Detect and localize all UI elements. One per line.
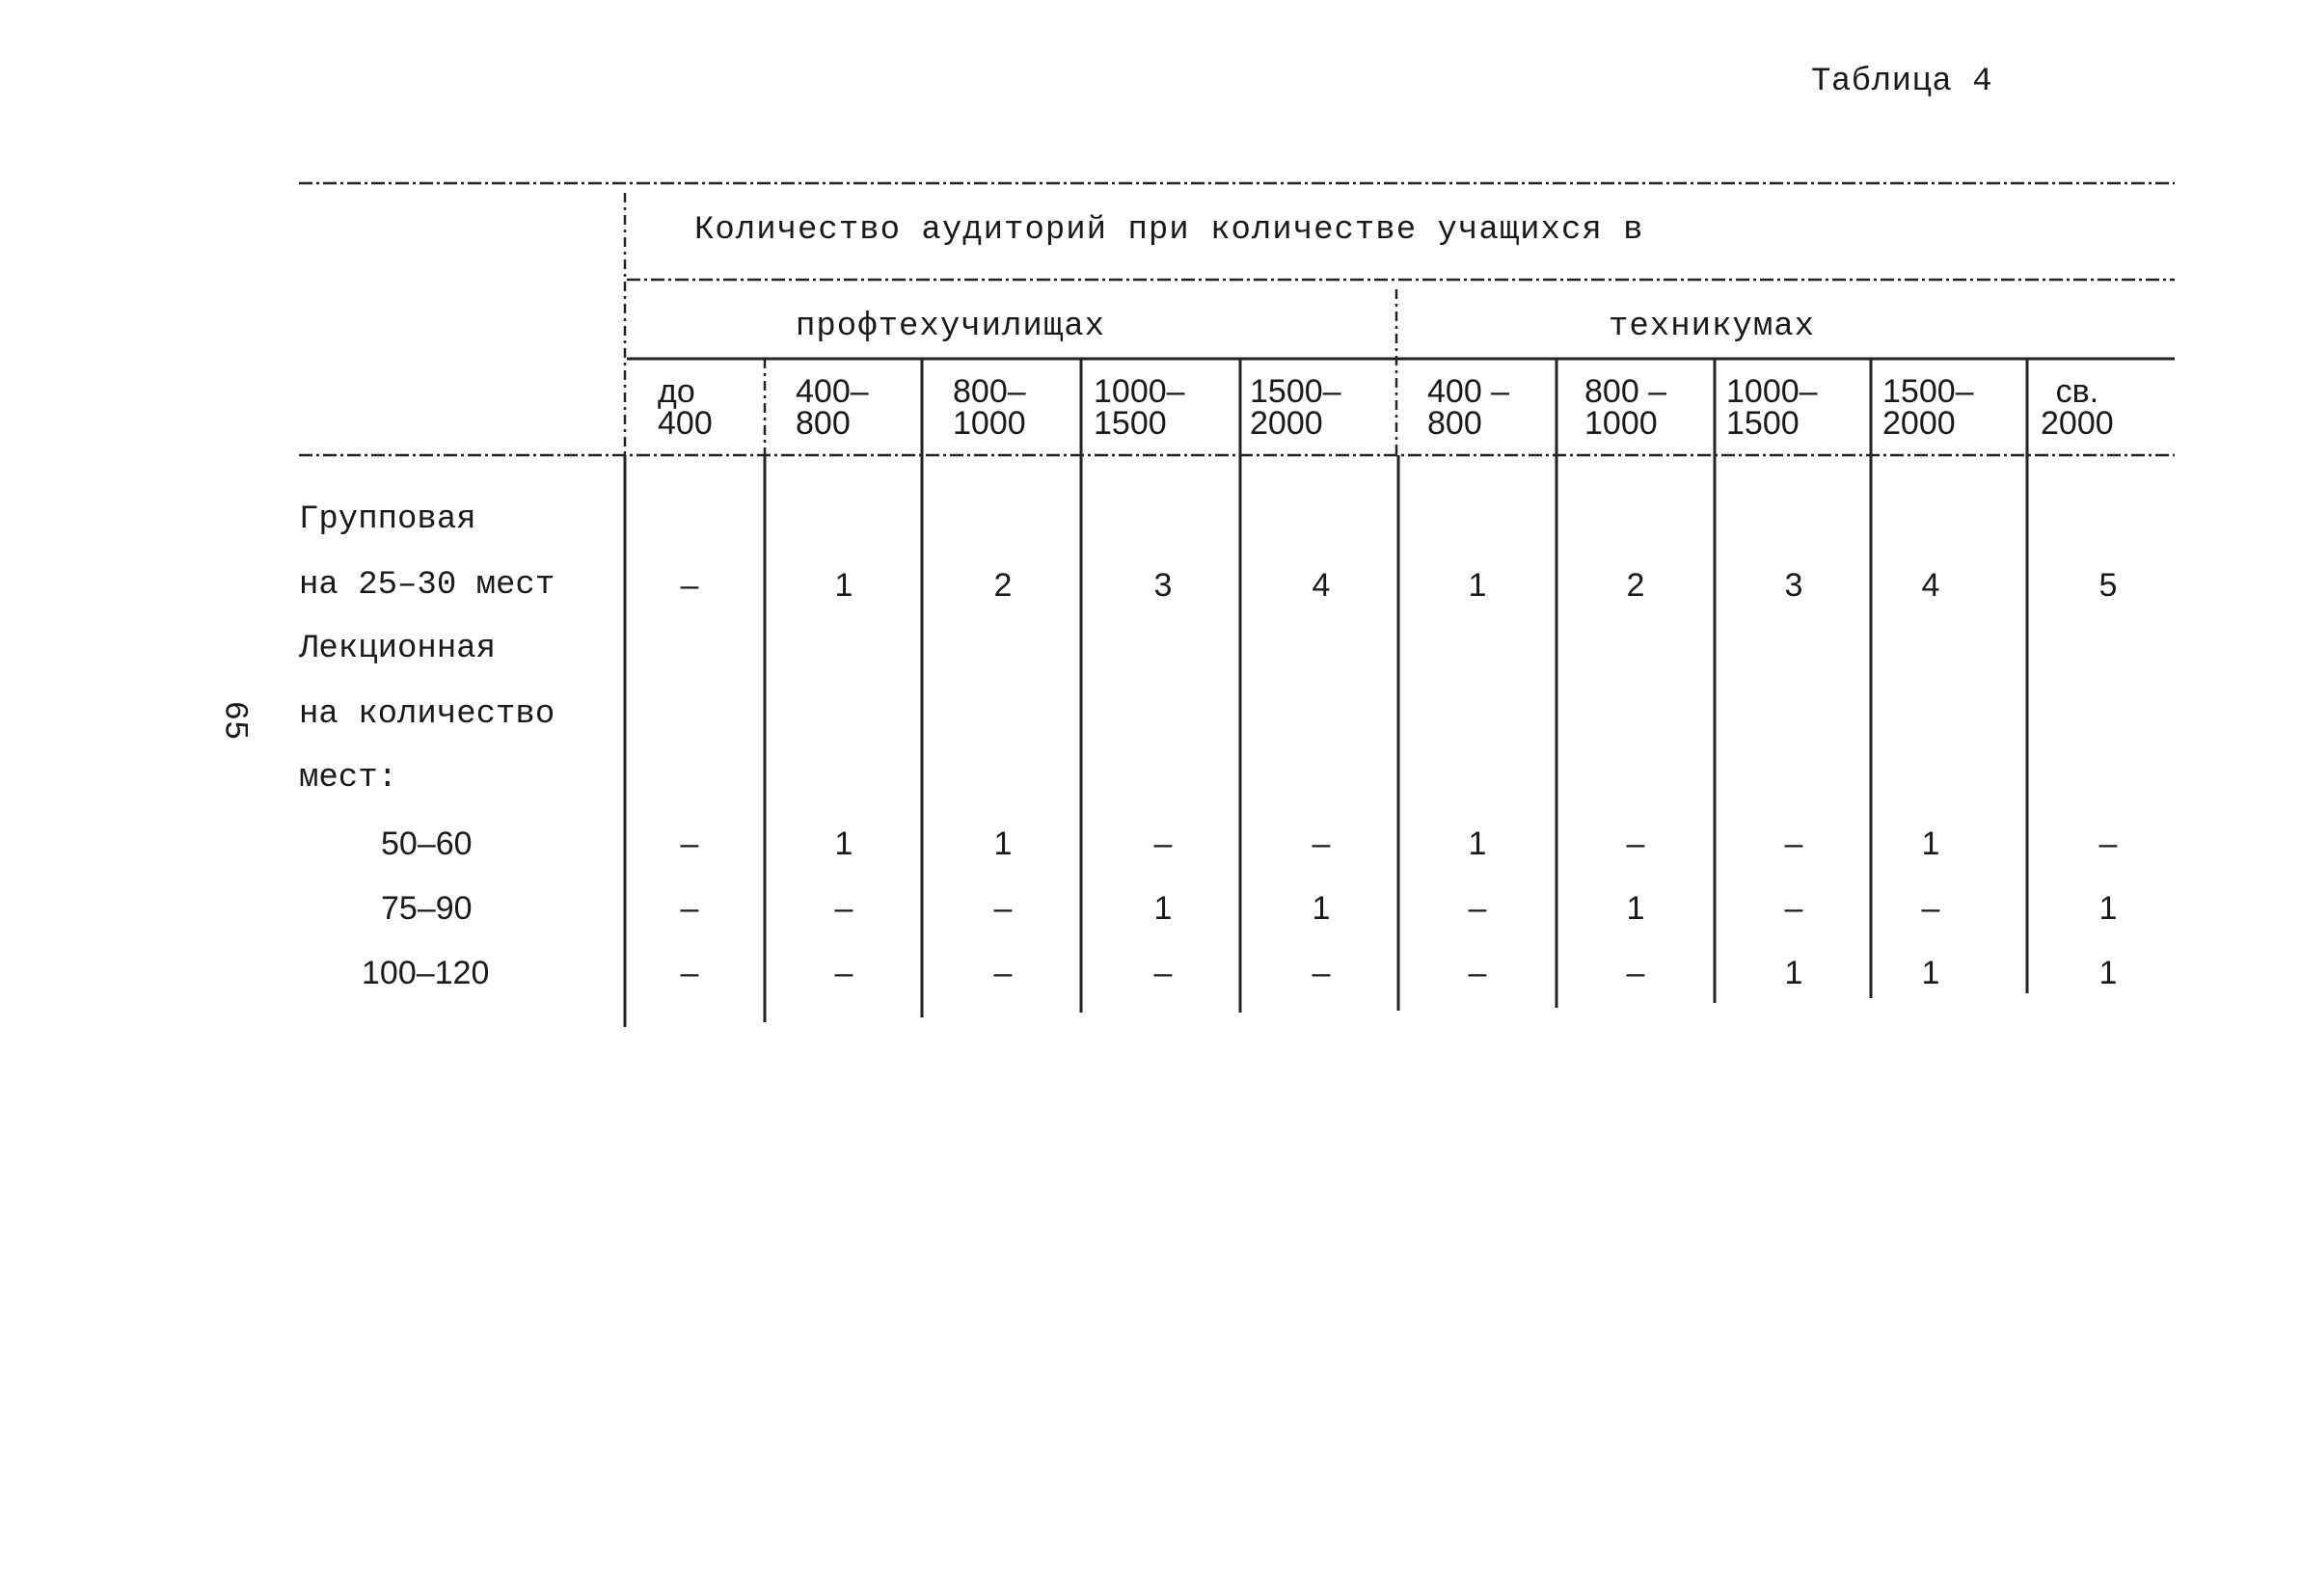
column-header: 1500– 2000 [1882,373,1974,442]
table-cell: 1 [1784,955,1803,991]
row-label-group-seats: на 25–30 мест [299,567,555,604]
table-cell: – [1312,825,1331,862]
table-cell: 1 [1626,890,1645,927]
page-number: 65 [215,700,253,741]
table-cell: 1 [993,825,1013,862]
row-label-100-120: 100–120 [362,955,490,991]
table-cell: 3 [1153,567,1173,604]
row-label-75-90: 75–90 [381,890,473,927]
table-cell: 3 [1784,567,1803,604]
group-header-vocational: профтехучилищах [796,309,1106,345]
row-label-lecture: Лекционная [299,631,497,667]
column-header: до 400 [658,373,713,442]
table-cell: – [680,890,699,927]
table-cell: – [993,890,1013,927]
table-cell: 2 [1626,567,1645,604]
column-header: 800– 1000 [953,373,1026,442]
table-caption: Таблица 4 [1811,64,1993,100]
table-cell: – [1921,890,1940,927]
table-cell: 5 [2098,567,2118,604]
table-cell: 4 [1921,567,1940,604]
table-cell: – [680,955,699,991]
table-cell: 1 [1153,890,1173,927]
table-cell: – [680,825,699,862]
table-cell: 2 [993,567,1013,604]
column-header: 1500– 2000 [1250,373,1341,442]
row-label-50-60: 50–60 [381,825,473,862]
table-cell: – [1626,825,1645,862]
table-cell: – [1468,955,1487,991]
column-header: 1000– 1500 [1094,373,1185,442]
column-header: 800 – 1000 [1584,373,1667,442]
group-header-technical: техникумах [1609,309,1816,345]
column-header: 400 – 800 [1427,373,1510,442]
table-cell: 1 [2098,955,2118,991]
table-cell: – [1784,890,1803,927]
table-cell: – [1153,955,1173,991]
column-header: св. 2000 [2041,373,2114,442]
table-cell: – [834,890,853,927]
table-cell: 1 [834,825,853,862]
table-cell: 1 [1921,825,1940,862]
column-header: 400– 800 [796,373,869,442]
table-cell: 1 [1468,567,1487,604]
column-dividers [765,359,2027,1022]
table-cell: 4 [1312,567,1331,604]
table-cell: – [1784,825,1803,862]
table-cell: 1 [1921,955,1940,991]
column-header: 1000– 1500 [1726,373,1818,442]
table-cell: – [1312,955,1331,991]
table-cell: – [1153,825,1173,862]
table-cell: 1 [2098,890,2118,927]
row-label-group: Групповая [299,501,476,538]
table-cell: 1 [1312,890,1331,927]
table-cell: – [993,955,1013,991]
row-label-lecture-count: на количество [299,696,555,733]
table-cell: – [2098,825,2118,862]
row-label-seats: мест: [299,760,398,797]
table-cell: – [1626,955,1645,991]
table-cell: 1 [834,567,853,604]
table-cell: – [834,955,853,991]
table-cell: 1 [1468,825,1487,862]
table-cell: – [1468,890,1487,927]
table-cell: – [680,567,699,604]
header-title: Количество аудиторий при количестве учащихся в [694,212,1644,249]
